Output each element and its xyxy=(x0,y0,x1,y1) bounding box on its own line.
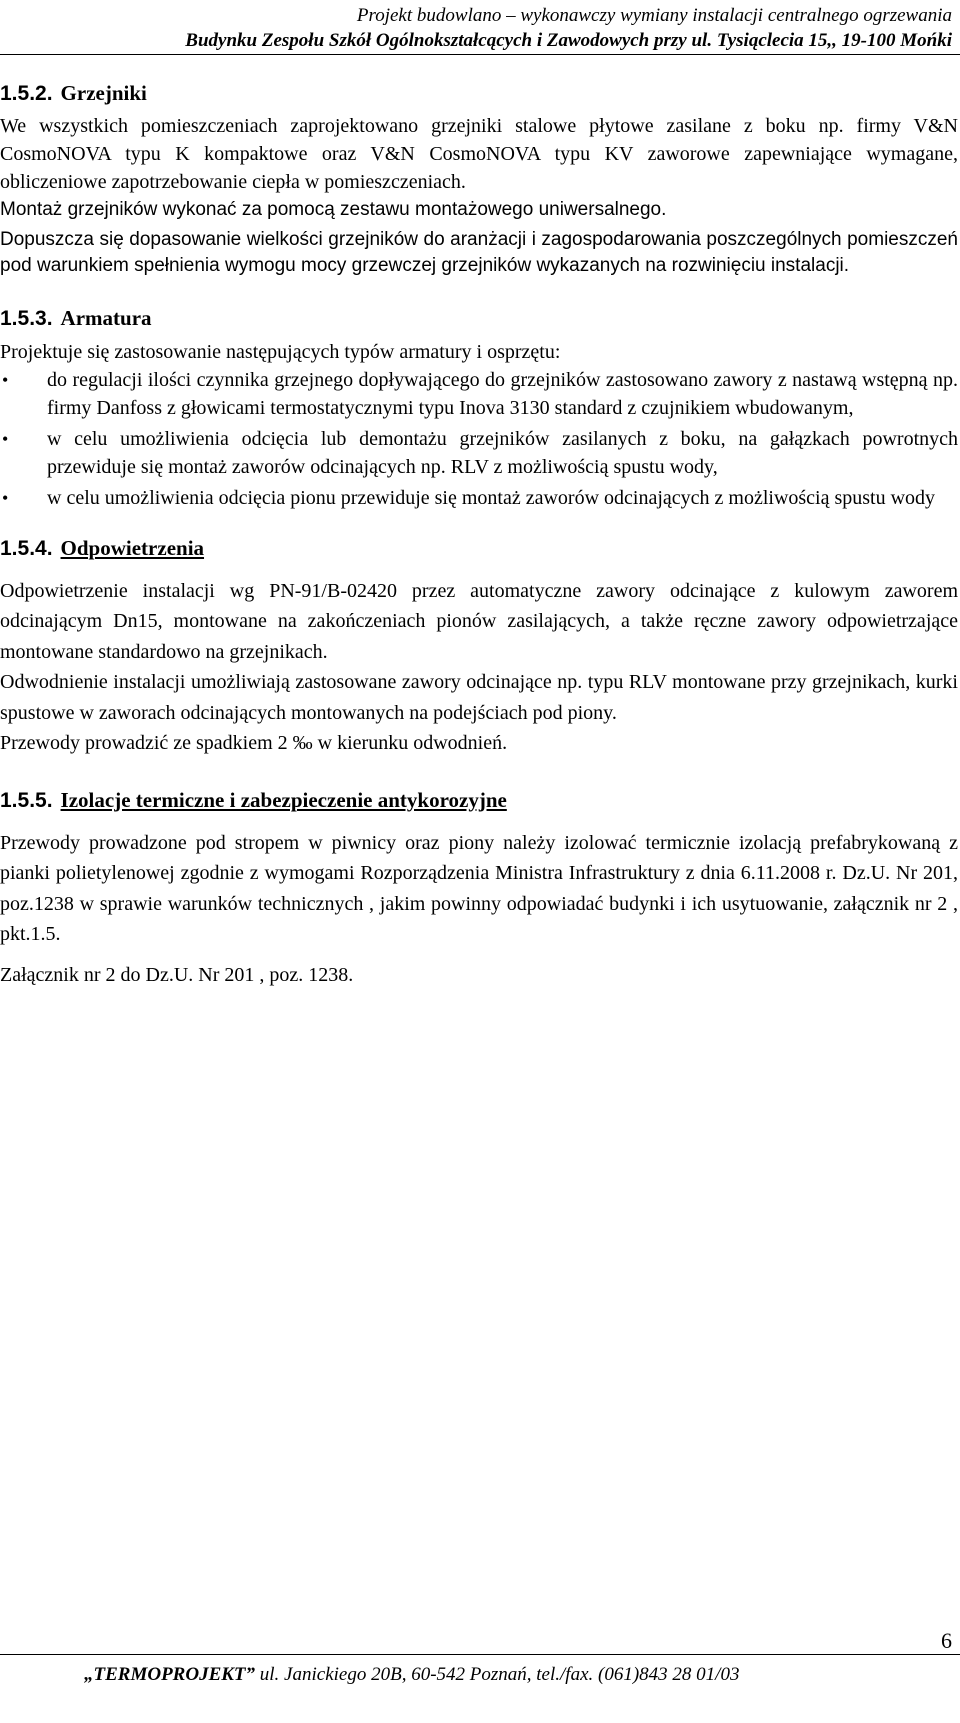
paragraph: Załącznik nr 2 do Dz.U. Nr 201 , poz. 1238. xyxy=(0,963,354,986)
paragraph: Odpowietrzenie instalacji wg PN-91/B-02420 przez automatyczne zawory odcinające z kulowym zaworem odcinającym Dn15, montowane na zakończeniach pionów zasilających, a także ręczne zawory odpowietrzające montowane standardowo na grzejnikach. xyxy=(0,579,958,663)
paragraph: We wszystkich pomieszczeniach zaprojektowano grzejniki stalowe płytowe zasilane z boku np. firmy V&N CosmoNOVA typu K kompaktowe oraz V&N CosmoNOVA typu KV zaworowe zapewniające wymagane, obliczeniowe zapotrzebowanie ciepła w pomieszczeniach. xyxy=(0,115,958,193)
section-title: Odpowietrzenia xyxy=(60,535,205,560)
document-body xyxy=(0,60,958,988)
paragraph: Odwodnienie instalacji umożliwiają zastosowane zawory odcinające np. typu RLV montowane przy grzejnikach, kurki spustowe w zaworach odcinających montowanych na podejściach pod piony. xyxy=(0,671,958,724)
footer-company-name: „TERMOPROJEKT” xyxy=(84,1664,256,1685)
footer-divider xyxy=(0,1654,960,1655)
bullet-icon: • xyxy=(2,428,9,449)
paragraph: Przewody prowadzone pod stropem w piwnicy oraz piony należy izolować termicznie izolacją prefabrykowaną z pianki polietylenowej zgodnie z wymogami Rozporządzenia Ministra Infrastruktury z dnia 6.11.2008 r. Dz.U. Nr 201, poz.1238 w sprawie warunków technicznych , jakim powinny odpowiadać budynki i ich usytuowanie, załącznik nr 2 , pkt.1.5. xyxy=(0,831,958,946)
section-heading-odpowietrzenia xyxy=(0,535,958,562)
section-number: 1.5.5. xyxy=(0,788,53,812)
bullet-list xyxy=(0,366,958,512)
section-title: Armatura xyxy=(60,305,152,330)
section-heading-izolacje xyxy=(0,787,958,814)
paragraph: Dopuszcza się dopasowanie wielkości grzejników do aranżacji i zagospodarowania poszczególnych pomieszczeń pod warunkiem spełnienia wymogu mocy grzewczej grzejników wykazanych na rozwinięciu instalacji. xyxy=(0,228,958,277)
list-item: • do regulacji ilości czynnika grzejnego dopływającego do grzejników zastosowano zawory z nastawą wstępną np. firmy Danfoss z głowicami termostatycznymi typu Inova 3130 standard z czujnikiem wbudowanym, xyxy=(0,366,958,422)
section-title: Izolacje termiczne i zabezpieczenie antykorozyjne xyxy=(60,787,507,812)
section-number: 1.5.4. xyxy=(0,536,53,560)
page-number: 6 xyxy=(941,1628,952,1653)
footer-address: ul. Janickiego 20B, 60-542 Poznań, tel./fax. (061)843 28 01/03 xyxy=(255,1664,740,1685)
list-item: • w celu umożliwienia odcięcia lub demontażu grzejników zasilanych z boku, na gałązkach powrotnych przewiduje się montaż zaworów odcinających np. RLV z możliwością spustu wody, xyxy=(0,425,958,481)
header-project-title: Projekt budowlano – wykonawczy wymiany instalacji centralnego ogrzewania xyxy=(356,5,952,26)
section-heading-armatura xyxy=(0,305,958,332)
footer-company-info xyxy=(84,1664,739,1686)
header-divider xyxy=(0,54,960,55)
paragraph: Montaż grzejników wykonać za pomocą zestawu montażowego uniwersalnego. xyxy=(0,199,667,220)
section-number: 1.5.2. xyxy=(0,82,53,105)
bullet-icon: • xyxy=(2,369,9,390)
list-item: • w celu umożliwienia odcięcia pionu przewiduje się montaż zaworów odcinających z możliwością spustu wody xyxy=(0,484,958,512)
section-title: Grzejniki xyxy=(60,81,147,105)
paragraph-intro: Projektuje się zastosowanie następujących typów armatury i osprzętu: xyxy=(0,340,561,363)
section-heading-grzejniki xyxy=(0,80,958,107)
section-number: 1.5.3. xyxy=(0,306,53,330)
header-building-address: Budynku Zespołu Szkół Ogólnokształcących i Zawodowych przy ul. Tysiąclecia 15,, 19-100 Mońki xyxy=(185,30,952,51)
bullet-icon: • xyxy=(2,487,9,508)
paragraph: Przewody prowadzić ze spadkiem 2 ‰ w kierunku odwodnień. xyxy=(0,732,508,755)
